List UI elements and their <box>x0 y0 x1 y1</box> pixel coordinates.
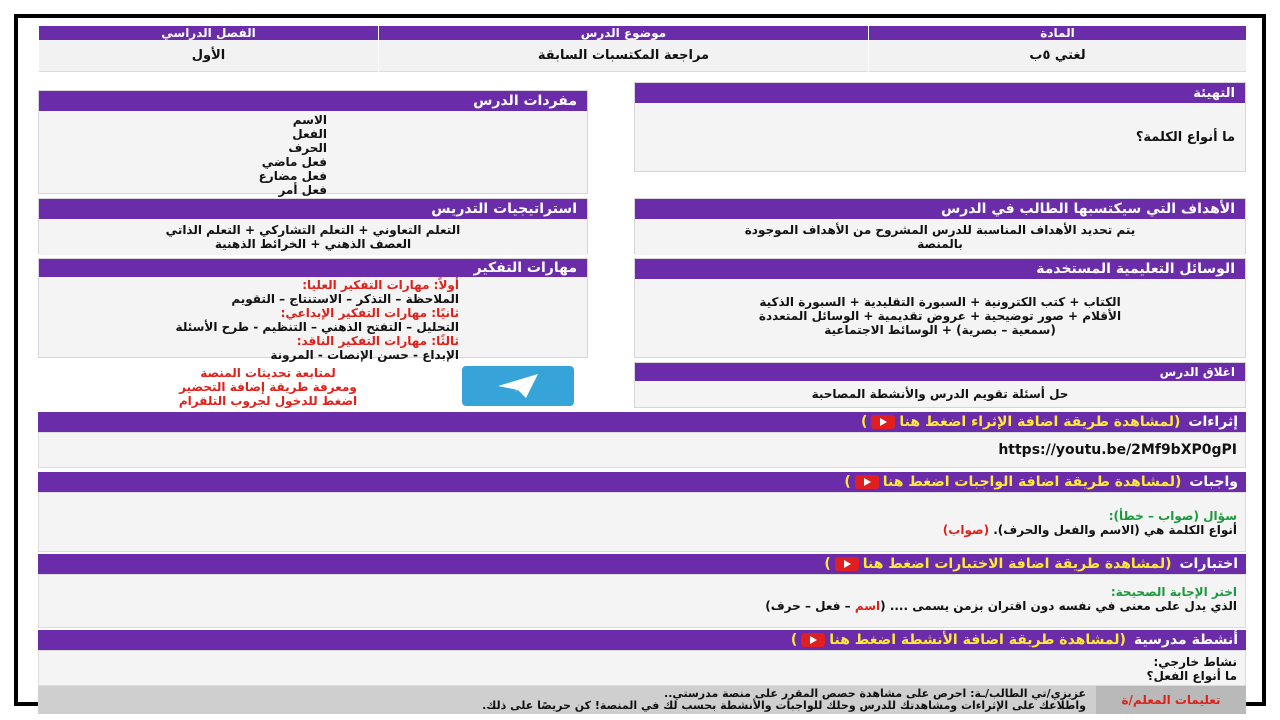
tests-question-text: الذي يدل على معنى في نفسه دون اقتران بزمن يسمى .... ( <box>880 599 1237 613</box>
lesson-plan <box>38 26 1246 712</box>
warmup-box <box>634 82 1246 172</box>
activities-note: (لمشاهدة طريقة اضافة الأنشطة اضغط هنا <box>829 632 1126 648</box>
vocab-item: الاسم <box>292 113 327 127</box>
topic-value: مراجعة المكتسبات السابقة <box>379 40 868 72</box>
teacher-line-2: واطلاعك على الإثراءات ومشاهدتك للدرس وحلك للواجبات والأنشطة بحسب لك في المنصة! كن حريصًا على ذلك. <box>482 699 1086 712</box>
homework-title: واجبات <box>1189 474 1238 490</box>
vocab-item: الفعل <box>292 127 327 141</box>
homework-note-end: ) <box>844 474 851 490</box>
activities-header <box>38 630 1246 650</box>
thinking-text-3: الإبداع - حسن الإنصات - المرونة <box>270 348 459 362</box>
tests-correct-answer: اسم <box>854 599 881 613</box>
vocab-item: فعل ماضي <box>261 155 327 169</box>
topic-label: موضوع الدرس <box>379 26 868 40</box>
homework-header <box>38 472 1246 492</box>
tools-line-1: الكتاب + كتب الكترونية + السبورة التقليدية + السبورة الذكية <box>759 295 1121 309</box>
homework-note: (لمشاهدة طريقة اضافة الواجبات اضغط هنا <box>882 474 1182 490</box>
strategies-title: استراتيجيات التدريس <box>39 199 587 219</box>
activities-video-link[interactable] <box>791 632 1126 648</box>
tests-video-link[interactable] <box>824 556 1171 572</box>
teacher-line-1: عزيزي/تي الطالب/ـة: احرص على مشاهدة حصص المقرر على منصة مدرستي.. <box>664 687 1086 700</box>
activities-note-end: ) <box>790 632 798 648</box>
topic-cell <box>378 26 868 74</box>
thinking-heading-1: أولاً: مهارات التفكير العليا: <box>302 278 459 292</box>
subject-cell <box>868 26 1246 74</box>
thinking-heading-2: ثانيًا: مهارات التفكير الإبداعي: <box>280 306 459 320</box>
vocab-item: فعل مضارع <box>258 169 327 183</box>
youtube-icon <box>871 415 895 429</box>
enrich-note: (لمشاهدة طريقة اضافة الإثراء اضغط هنا <box>899 414 1181 430</box>
closing-text: حل أسئلة تقويم الدرس والأنشطة المصاحبة <box>635 381 1245 407</box>
term-value: الأول <box>39 40 378 72</box>
activities-title: أنشطة مدرسية <box>1133 632 1238 648</box>
tools-title: الوسائل التعليمية المستخدمة <box>635 259 1245 279</box>
enrich-body <box>38 432 1246 468</box>
goals-line-1: يتم تحديد الأهداف المناسبة للدرس المشروح من الأهداف الموجودة <box>744 223 1136 237</box>
tests-note: (لمشاهدة طريقة اضافة الاختبارات اضغط هنا <box>862 556 1172 572</box>
goals-line-2: بالمنصة <box>917 237 963 251</box>
telegram-line-2: ومعرفة طريقة إضافة التحضير <box>179 380 357 394</box>
vocab-box <box>38 90 588 197</box>
strategies-line-1: التعلم التعاوني + التعلم التشاركي + التعلم الذاتي <box>165 223 461 237</box>
enrich-title: إثراءات <box>1188 414 1238 430</box>
youtube-icon <box>835 557 859 571</box>
thinking-text-1: الملاحظة – التذكر – الاستنتاج – التقويم <box>231 292 459 306</box>
tools-line-2: الأقلام + صور توضيحية + عروض تقديمية + الوسائل المتعددة <box>758 309 1122 323</box>
homework-video-link[interactable] <box>844 474 1181 490</box>
subject-label: المادة <box>869 26 1246 40</box>
page-frame <box>14 14 1266 712</box>
activities-label: نشاط خارجي: <box>1153 655 1237 669</box>
thinking-text-2: التحليل – التفتح الذهني – التنظيم - طرح الأسئلة <box>175 320 459 334</box>
telegram-button[interactable] <box>462 366 574 406</box>
info-table <box>38 26 1246 74</box>
tests-header <box>38 554 1246 574</box>
goals-box <box>634 198 1246 254</box>
youtube-icon <box>855 475 879 489</box>
tests-title: اختبارات <box>1179 556 1238 572</box>
tools-box <box>634 258 1246 358</box>
telegram-line-1: لمتابعة تحديثات المنصة <box>200 366 336 380</box>
closing-title: اغلاق الدرس <box>635 363 1245 381</box>
telegram-line-3: اضغط للدخول لجروب التلقرام <box>178 394 358 408</box>
activities-text: ما أنواع الفعل؟ <box>1146 669 1237 683</box>
strategies-box <box>38 198 588 254</box>
homework-body <box>38 492 1246 552</box>
tools-line-3: (سمعية – بصرية) + الوسائط الاجتماعية <box>824 323 1056 337</box>
term-cell <box>38 26 378 74</box>
tests-body <box>38 574 1246 628</box>
teacher-label: تعليمات المعلم/ة <box>1096 686 1246 714</box>
youtube-icon <box>801 633 825 647</box>
telegram-icon <box>496 372 540 400</box>
homework-answer: (صواب) <box>942 523 990 537</box>
activities-body <box>38 650 1246 686</box>
tests-note-end: ) <box>824 556 831 572</box>
closing-box <box>634 362 1246 408</box>
thinking-heading-3: ثالثًا: مهارات التفكير الناقد: <box>296 334 459 348</box>
enrich-note-end: ) <box>861 414 868 430</box>
vocab-item: الحرف <box>288 141 327 155</box>
telegram-promo-text[interactable] <box>138 366 398 408</box>
goals-title: الأهداف التي سيكتسبها الطالب في الدرس <box>635 199 1245 219</box>
enrich-header <box>38 412 1246 432</box>
thinking-title: مهارات التفكير <box>39 259 587 277</box>
tests-question-label: اختر الإجابة الصحيحة: <box>1110 585 1237 599</box>
warmup-text: ما أنواع الكلمة؟ <box>635 103 1245 171</box>
homework-question-label: سؤال (صواب – خطأ): <box>1108 509 1237 523</box>
vocab-item: فعل أمر <box>278 183 327 197</box>
term-label: الفصل الدراسي <box>39 26 378 40</box>
subject-value: لغتي ٥ب <box>869 40 1246 72</box>
strategies-line-2: العصف الذهني + الخرائط الذهنية <box>214 237 412 251</box>
warmup-title: التهيئة <box>635 83 1245 103</box>
teacher-row <box>38 686 1246 714</box>
vocab-title: مفردات الدرس <box>39 91 587 111</box>
enrich-link[interactable]: https://youtu.be/2Mf9bXP0gPI <box>998 442 1237 458</box>
tests-other-options: – فعل – حرف) <box>765 599 855 613</box>
homework-question-text: أنواع الكلمة هي (الاسم والفعل والحرف). <box>993 523 1237 537</box>
enrich-video-link[interactable] <box>861 414 1180 430</box>
thinking-box <box>38 258 588 362</box>
